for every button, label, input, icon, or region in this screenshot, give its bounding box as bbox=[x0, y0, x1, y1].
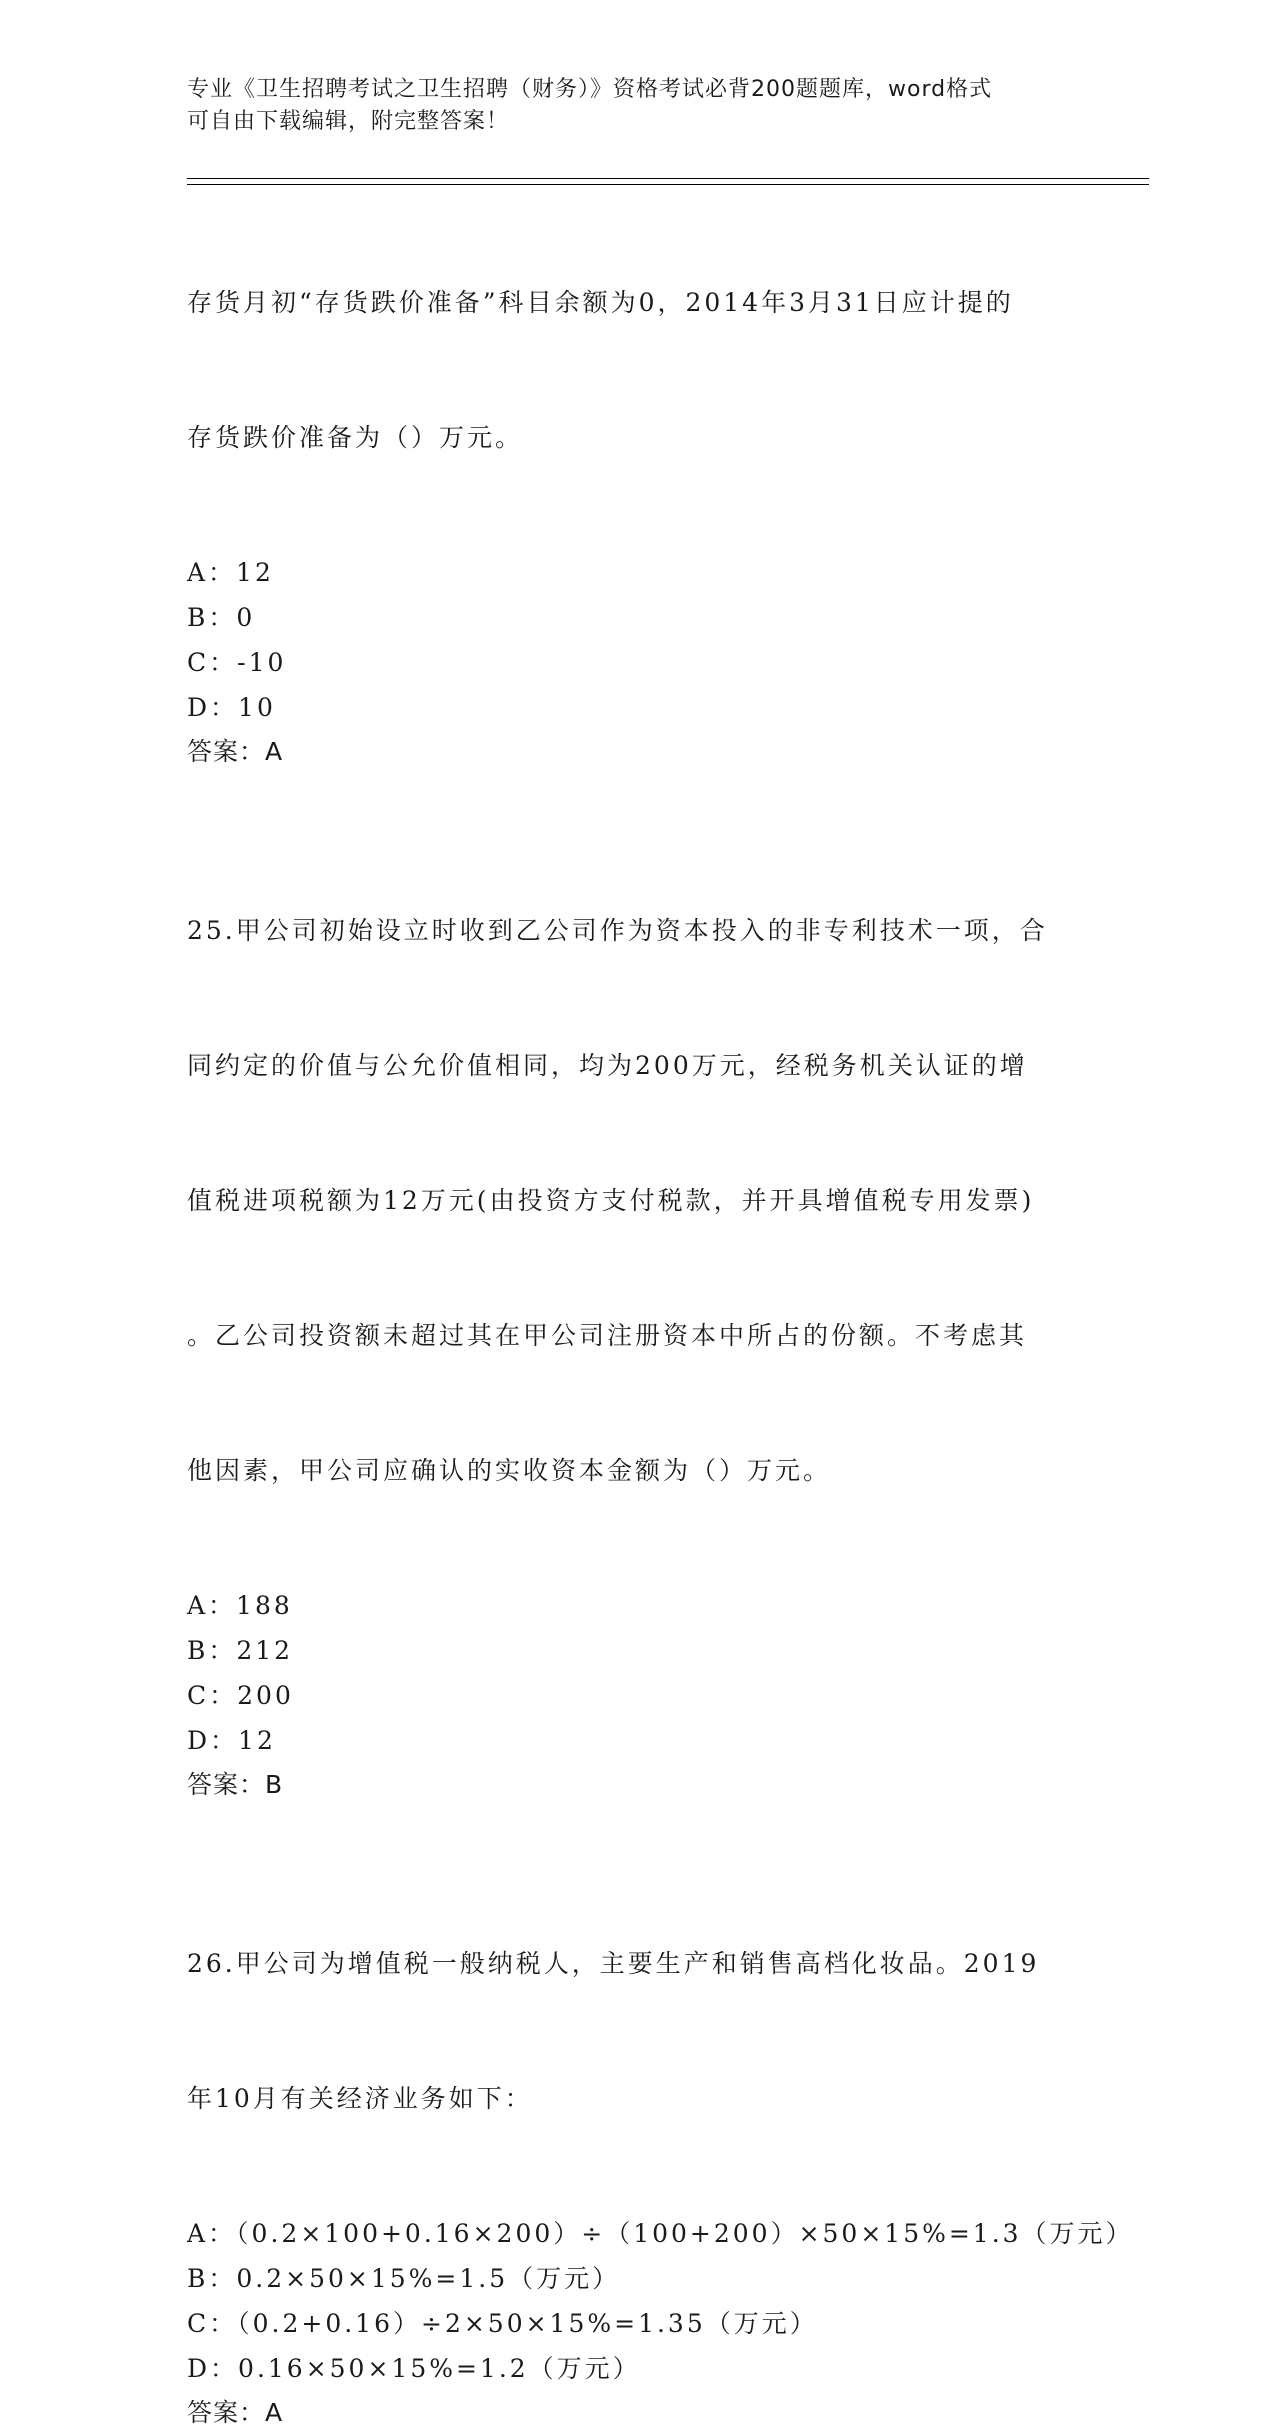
option-d: D：10 bbox=[187, 693, 276, 722]
header-divider-top bbox=[187, 178, 1149, 179]
question-line: 26.甲公司为增值税一般纳税人，主要生产和销售高档化妆品。2019 bbox=[187, 1949, 1040, 1978]
question-line: 25.甲公司初始设立时收到乙公司作为资本投入的非专利技术一项，合 bbox=[187, 916, 1048, 945]
question-line: 年10月有关经济业务如下： bbox=[187, 2084, 533, 2113]
header-line-1: 专业《卫生招聘考试之卫生招聘（财务）》资格考试必背200题题库，word格式 bbox=[187, 77, 993, 102]
question-line: 存货跌价准备为（）万元。 bbox=[187, 423, 524, 452]
option-d: D：12 bbox=[187, 1726, 276, 1755]
option-b: B：212 bbox=[187, 1636, 294, 1665]
question-line: 他因素，甲公司应确认的实收资本金额为（）万元。 bbox=[187, 1456, 832, 1485]
option-a: A：188 bbox=[187, 1591, 293, 1620]
option-b: B：0.2×50×15%=1.5（万元） bbox=[187, 2264, 621, 2293]
question-stem bbox=[187, 818, 1087, 1583]
question-block bbox=[187, 818, 1087, 1807]
question-line: 存货月初“存货跌价准备”科目余额为0，2014年3月31日应计提的 bbox=[187, 288, 1014, 317]
question-line: 同约定的价值与公允价值相同，均为200万元，经税务机关认证的增 bbox=[187, 1051, 1028, 1080]
option-d: D：0.16×50×15%=1.2（万元） bbox=[187, 2354, 641, 2383]
question-block bbox=[187, 190, 1087, 774]
option-a: A：（0.2×100+0.16×200）÷（100+200）×50×15%=1.3（万元） bbox=[187, 2219, 1134, 2248]
question-line: 。乙公司投资额未超过其在甲公司注册资本中所占的份额。不考虑其 bbox=[187, 1321, 1028, 1350]
header-divider-bottom bbox=[187, 184, 1149, 185]
option-a: A：12 bbox=[187, 558, 274, 587]
answer-line: 答案：B bbox=[187, 1770, 284, 1799]
option-b: B：0 bbox=[187, 603, 256, 632]
option-c: C：（0.2+0.16）÷2×50×15%=1.35（万元） bbox=[187, 2309, 818, 2338]
question-line: 值税进项税额为12万元(由投资方支付税款，并开具增值税专用发票) bbox=[187, 1186, 1035, 1215]
answer-line: 答案：A bbox=[187, 737, 284, 766]
question-stem bbox=[187, 190, 1087, 550]
document-header bbox=[187, 74, 1087, 138]
option-c: C：200 bbox=[187, 1681, 294, 1710]
answer-line: 答案：A bbox=[187, 2398, 284, 2427]
question-stem bbox=[187, 1851, 1087, 2211]
question-block bbox=[187, 1851, 1134, 2435]
question-list bbox=[187, 190, 1134, 2435]
header-line-2: 可自由下载编辑，附完整答案！ bbox=[187, 109, 510, 134]
option-c: C：-10 bbox=[187, 648, 287, 677]
